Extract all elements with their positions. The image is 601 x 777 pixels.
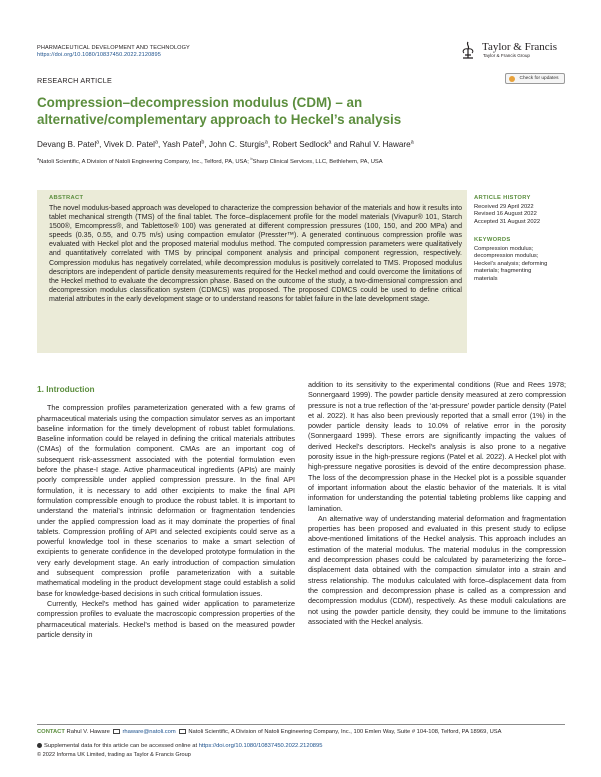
address-icon: [179, 729, 186, 734]
contact-address: Natoli Scientific, A Division of Natoli Engineering Company, Inc., 100 Emlen Way, Suite # 104-108, Telford, PA 18969, USA: [188, 729, 502, 735]
author-list: Devang B. Patel$^a$, Vivek D. Patel$^a$, Yash Patel$^b$, John C. Sturgis$^a$, Robert Sedlock$^a$ and Rahul V. Haware$^a$: [37, 139, 414, 149]
supplemental-link[interactable]: https://doi.org/10.1080/10837450.2022.2120895: [198, 743, 323, 749]
publisher-group: Taylor & Francis Group: [483, 53, 530, 58]
author[interactable]: Devang B. Patel$^a$: [37, 139, 100, 149]
email-icon: [113, 729, 120, 734]
contact-name: Rahul V. Haware: [66, 729, 110, 735]
keywords: [474, 237, 574, 283]
body-paragraph: The compression profiles parameterization generated with a few grams of pharmaceutical materials using the compaction simulator serves as an important baseline information for the timely development of robust tablet formulations. Baseline information could be relayed in defining the critical materials attributes (CMAs) of the formulation component. CMAs are an important cog of subsequent risk-assessment associated with the potential formulation even before the phase-I stage. Active pharmaceutical ingredients (APIs) are mainly poorly compressible under applied compression pressure. In the final API formulation, it is necessary to add other excipients to make the final API formulation compressible enough to produce the robust tablet. It is important to understand the material’s intrinsic deformation or fragmentation tendencies under the applied compression load as it may dominate the properties of final tablets. Compression profiling of API and selected excipients could serve as a powerful knowledge tool in these scenarios to make a smart selection of excipients to generate confidence in the developed prototype formulation in the very early development stage. An early introduction of compaction simulation and subsequent compression profile parameterization with a suitable mathematical modeling in the product development stage could establish a solid base for knowledge-based decisions in such critical formulation issues.: [37, 403, 295, 598]
author[interactable]: Robert Sedlock$^a$: [272, 139, 332, 149]
supplemental-icon: [37, 743, 42, 748]
keyword-line: materials; fragmenting: [474, 268, 532, 274]
body-paragraph: Currently, Heckel’s method has gained wider application to parameterize compression profiles to evaluate the macroscopic compression properties of the pharmaceutical materials. Heckel’s method is based on the measured powder particle density in: [37, 598, 295, 639]
article-type: RESEARCH ARTICLE: [37, 76, 112, 85]
taylor-francis-logo-icon: [458, 40, 478, 60]
section-heading-introduction: 1. Introduction: [37, 384, 95, 394]
history-accepted: Accepted 31 August 2022: [474, 218, 541, 225]
journal-name: PHARMACEUTICAL DEVELOPMENT AND TECHNOLOGY: [37, 45, 190, 51]
supplemental-text: Supplemental data for this article can be accessed online at: [44, 743, 199, 749]
check-for-updates-button[interactable]: [505, 73, 565, 84]
publisher-logo[interactable]: [458, 40, 563, 62]
body-column-left: [37, 356, 295, 640]
supplemental-info: [37, 742, 322, 750]
publisher-name: Taylor & Francis: [482, 41, 557, 53]
author[interactable]: Rahul V. Haware$^a$: [349, 139, 414, 149]
contact-email-link[interactable]: rhaware@natoli.com: [122, 729, 176, 735]
author[interactable]: John C. Sturgis$^a$: [208, 139, 268, 149]
contact-label: CONTACT: [37, 729, 65, 735]
affiliations: $^a$Natoli Scientific, A Division of Natoli Engineering Company, Inc., Telford, PA, USA; $^b$Sharp Clinical Services, LLC, Bethlehem, PA, USA: [37, 157, 383, 165]
keyword-line: decompression modulus;: [474, 253, 539, 259]
author[interactable]: Vivek D. Patel$^a$: [103, 139, 158, 149]
body-paragraph: addition to its sensitivity to the experimental conditions (Rue and Rees 1978; Sonnergaard 1999). The powder particle density measured at zero compression pressure is not a true reflection of the ‘at-pressure’ powder particle density (Patel et al. 2022). It has also been previously reported that a small error (1%) in the powder particle density leads to 10.0% of relative error in the porosity (Sonnergaard 1999). These errors are significantly impacting the values of derived Heckel’s descriptors. Heckel’s analysis is also prone to a negative porosity issue in the high-pressure regions (Patel et al. 2022). A Heckel plot with high-pressure negative porosities is devoid of the entire decompression phase. The loss of the decompression phase in the Heckel plot is a possible squander of important information about the elastic behavior of the materials. It is vital information for understanding the potential tableting problems like capping and lamination.: [308, 380, 566, 513]
article-title: Compression–decompression modulus (CDM) – an alternative/complementary approach to Heckel’s analysis: [37, 95, 402, 127]
keyword-line: materials: [474, 275, 498, 282]
keyword-line: Heckel’s analysis; deforming: [474, 260, 548, 267]
copyright: © 2022 Informa UK Limited, trading as Taylor & Francis Group: [37, 752, 191, 758]
keyword-line: Compression modulus;: [474, 245, 534, 252]
update-badge-icon: [509, 76, 515, 82]
footer-divider: [37, 724, 565, 725]
check-updates-label: Check for updates: [519, 76, 559, 81]
body-column-right: [308, 380, 566, 627]
author[interactable]: Yash Patel$^b$: [162, 139, 205, 149]
article-history: [474, 195, 574, 226]
article-history-heading: ARTICLE HISTORY: [474, 195, 531, 201]
journal-doi-link[interactable]: https://doi.org/10.1080/10837450.2022.2120895: [37, 52, 161, 59]
history-revised: Revised 16 August 2022: [474, 211, 537, 217]
body-paragraph: An alternative way of understanding material deformation and fragmentation properties has been proposed and evaluated in this present study to eclipse above-mentioned limitations of the Heckel analysis. This approach includes an estimation of the material modulus. The material modulus in the compression and decompression phases could be calculated by parameterizing the force–displacement data obtained with the compaction simulator into a strain and stress relationship. The modulus calculated with force–displacement data from the compression and decompression phase is called as a compression and decompression modulus (CDM), respectively. As these moduli calculations are not using the powder particle density, they could be immune to the limitations associated with the Heckel analysis.: [308, 513, 566, 626]
journal-header: [37, 45, 190, 60]
abstract-text: The novel modulus-based approach was developed to characterize the compression behavior of the materials and how it results into tablet mechanical strength (TMS) of the final tablet. The force–displacement profile for the model materials (Vivapur® 101, Starch 1500®, Emcompress®, and Tablettose® 100) was generated at different compression pressures (100, 150, and 200 MPa) and speeds (0.35, 0.55, and 0.75 m/s) using compaction emulator (Presster™). A generated continuous compression profile was evaluated with Heckel plot and the proposed material modulus method. The computed compression parameters were qualitatively and quantitatively correlated with TMS by principal component analysis and principal component regression, respectively. Compression modulus has negatively correlated, while decompression modulus is positively correlated to TMS. Proposed modulus descriptors are independent of particle density measurements required for the Heckel method and could overcome the limitations of the Heckel method to evaluate the decompression phase. Based on the outcome of the study, a two-dimensional compression and decompression modulus classification system (CDMCS) was proposed. The proposed CDMCS could be used to define critical material attributes in the early development stage or to understand reasons for tablet failure in the late development stage.: [49, 205, 462, 303]
history-received: Received 29 April 2022: [474, 203, 534, 210]
abstract-heading: ABSTRACT: [49, 195, 84, 201]
keywords-heading: KEYWORDS: [474, 237, 511, 243]
contact-info: [37, 728, 565, 736]
